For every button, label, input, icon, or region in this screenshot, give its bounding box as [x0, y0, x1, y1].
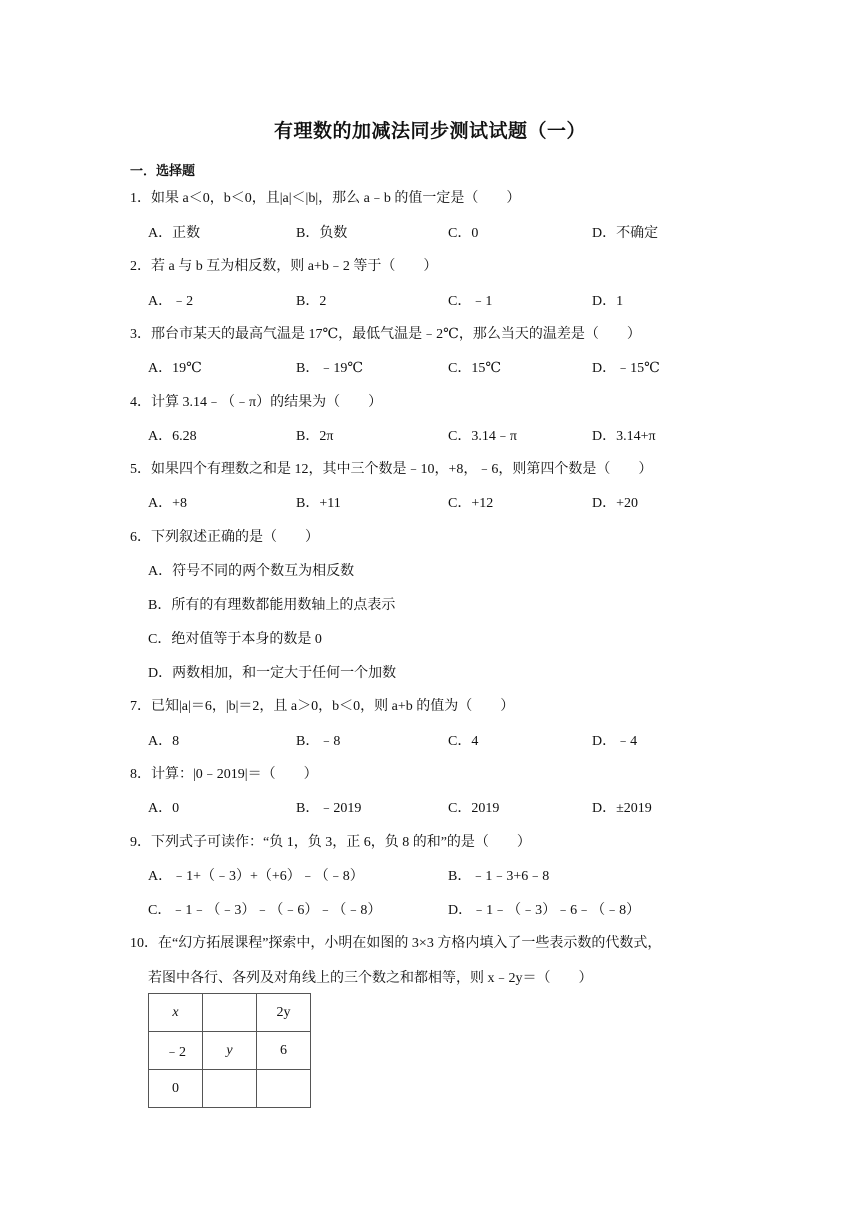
question-6: 6．下列叙述正确的是（ ）	[130, 530, 319, 545]
question-4: 4．计算 3.14﹣（﹣π）的结果为（ ）	[130, 395, 383, 410]
grid-cell	[203, 1070, 257, 1108]
q5-option-b[interactable]: B．+11	[296, 496, 341, 511]
q9-option-a[interactable]: A．﹣1+（﹣3）+（+6）﹣（﹣8）	[148, 869, 364, 884]
q2-option-d[interactable]: D．1	[592, 294, 624, 309]
q5-option-d[interactable]: D．+20	[592, 496, 639, 511]
question-9: 9．下列式子可读作：“负 1，负 3，正 6，负 8 的和”的是（ ）	[130, 835, 531, 850]
question-5: 5．如果四个有理数之和是 12，其中三个数是﹣10，+8，﹣6，则第四个数是（ ）	[130, 462, 653, 477]
q3-option-c[interactable]: C．15℃	[448, 361, 501, 376]
q8-option-b[interactable]: B．﹣2019	[296, 801, 362, 816]
q8-option-d[interactable]: D．±2019	[592, 801, 652, 816]
q1-option-c[interactable]: C．0	[448, 226, 479, 241]
q6-option-c[interactable]: C．绝对值等于本身的数是 0	[148, 632, 322, 647]
q7-option-a[interactable]: A．8	[148, 734, 180, 749]
q1-option-b[interactable]: B．负数	[296, 226, 348, 241]
grid-cell: y	[203, 1032, 257, 1070]
q7-option-c[interactable]: C．4	[448, 734, 479, 749]
grid-cell: ﹣2	[149, 1032, 203, 1070]
q3-option-b[interactable]: B．﹣19℃	[296, 361, 363, 376]
q9-option-c[interactable]: C．﹣1﹣（﹣3）﹣（﹣6）﹣（﹣8）	[148, 903, 382, 918]
q6-option-b[interactable]: B．所有的有理数都能用数轴上的点表示	[148, 598, 396, 613]
page-title: 有理数的加减法同步测试试题（一）	[273, 120, 586, 142]
grid-cell: x	[149, 994, 203, 1032]
q5-option-c[interactable]: C．+12	[448, 496, 494, 511]
q5-option-a[interactable]: A．+8	[148, 496, 188, 511]
q9-option-b[interactable]: B．﹣1﹣3+6﹣8	[448, 869, 550, 884]
q3-option-a[interactable]: A．19℃	[148, 361, 202, 376]
grid-cell: 6	[257, 1032, 311, 1070]
q3-option-d[interactable]: D．﹣15℃	[592, 361, 660, 376]
q4-option-d[interactable]: D．3.14+π	[592, 429, 656, 444]
q2-option-a[interactable]: A．﹣2	[148, 294, 194, 309]
question-10-line-2: 若图中各行、各列及对角线上的三个数之和都相等，则 x﹣2y＝（ ）	[148, 971, 593, 986]
q9-option-d[interactable]: D．﹣1﹣（﹣3）﹣6﹣（﹣8）	[448, 903, 641, 918]
grid-cell	[257, 1070, 311, 1108]
q4-option-c[interactable]: C．3.14﹣π	[448, 429, 517, 444]
question-3: 3．邢台市某天的最高气温是 17℃，最低气温是﹣2℃，那么当天的温差是（ ）	[130, 327, 641, 342]
section-heading: 一．选择题	[130, 164, 196, 179]
q4-option-a[interactable]: A．6.28	[148, 429, 197, 444]
question-2: 2．若 a 与 b 互为相反数，则 a+b﹣2 等于（ ）	[130, 259, 438, 274]
q4-option-b[interactable]: B．2π	[296, 429, 334, 444]
question-7: 7．已知|a|＝6，|b|＝2，且 a＞0，b＜0，则 a+b 的值为（ ）	[130, 699, 515, 714]
question-10-line-1: 10．在“幻方拓展课程”探索中，小明在如图的 3×3 方格内填入了一些表示数的代数式，	[130, 936, 662, 951]
q2-option-c[interactable]: C．﹣1	[448, 294, 493, 309]
q7-option-d[interactable]: D．﹣4	[592, 734, 638, 749]
q8-option-c[interactable]: C．2019	[448, 801, 500, 816]
q6-option-a[interactable]: A．符号不同的两个数互为相反数	[148, 564, 355, 579]
question-8: 8．计算：|0﹣2019|＝（ ）	[130, 767, 318, 782]
q6-option-d[interactable]: D．两数相加，和一定大于任何一个加数	[148, 666, 397, 681]
grid-cell: 2y	[257, 994, 311, 1032]
question-1: 1．如果 a＜0，b＜0，且|a|＜|b|，那么 a﹣b 的值一定是（ ）	[130, 191, 521, 206]
grid-cell	[203, 994, 257, 1032]
q1-option-d[interactable]: D．不确定	[592, 226, 659, 241]
magic-square-grid	[148, 993, 311, 1108]
q7-option-b[interactable]: B．﹣8	[296, 734, 341, 749]
q8-option-a[interactable]: A．0	[148, 801, 180, 816]
grid-cell: 0	[149, 1070, 203, 1108]
q2-option-b[interactable]: B．2	[296, 294, 327, 309]
q1-option-a[interactable]: A．正数	[148, 226, 201, 241]
